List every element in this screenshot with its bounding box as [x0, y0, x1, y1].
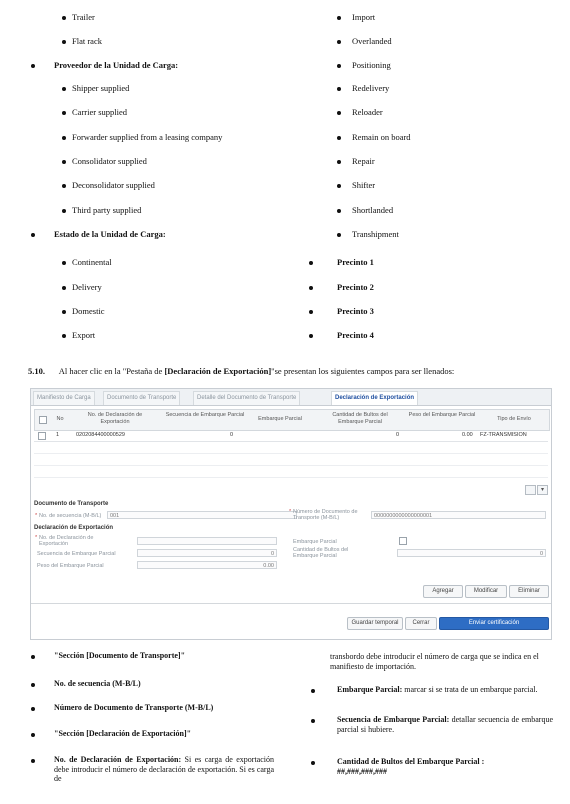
list-item: Domestic [72, 306, 105, 316]
cell-secuencia: 0 [230, 432, 234, 438]
field-description [54, 755, 274, 784]
bultos-label: Cantidad de Bultos del Embarque Parcial [293, 547, 349, 559]
bullet-dot [31, 733, 35, 737]
bullet-dot [62, 111, 66, 115]
grid-line [34, 453, 548, 454]
no-dec-input[interactable] [137, 537, 277, 545]
bullet-dot [311, 761, 315, 765]
secuencia-label: No. de secuencia (M-B/L) [39, 513, 102, 519]
row-checkbox[interactable] [38, 432, 46, 440]
field-format: ##,###,###,### [337, 766, 387, 776]
field-description-term: Número de Documento de Transporte (M-B/L) [54, 703, 214, 712]
section-text-before: Al hacer clic en la "Pestaña de [58, 366, 165, 376]
field-description-term: No. de Declaración de Exportación: [54, 755, 182, 764]
bullet-dot [62, 209, 66, 213]
bullet-dot [309, 334, 313, 338]
grid-settings-icon[interactable] [525, 485, 536, 495]
bullet-dot [62, 261, 66, 265]
col-bultos: Cantidad de Bultos del Embarque Parcial [332, 412, 388, 425]
tab-declaracion[interactable]: Declaración de Exportación [331, 391, 418, 405]
list-item: Estado de la Unidad de Carga: [54, 229, 166, 239]
cell-tipo: FZ-TRANSMISION [480, 432, 527, 438]
col-embarque: Embarque Parcial [258, 416, 302, 422]
list-item: Continental [72, 257, 112, 267]
peso-label: Peso del Embarque Parcial [37, 563, 104, 569]
section-number: 5.10. [28, 366, 45, 376]
modificar-button[interactable]: Modificar [465, 585, 507, 598]
secuencia-input[interactable]: 001 [107, 511, 297, 519]
field-description [54, 679, 274, 689]
bullet-dot [31, 655, 35, 659]
bullet-dot [31, 683, 35, 687]
list-item: Import [352, 12, 376, 22]
list-item: Repair [352, 156, 375, 166]
cell-declaracion: 0202084400000529 [76, 432, 125, 438]
field-description [54, 651, 274, 661]
transbordo-text: transbordo debe introducir el número de carga que se indica en el manifiesto de importación. [330, 652, 539, 671]
list-item: Consolidator supplied [72, 156, 147, 166]
table-row[interactable] [34, 430, 548, 442]
cell-peso: 0.00 [462, 432, 473, 438]
bullet-dot [31, 707, 35, 711]
secuencia-emb-label: Secuencia de Embarque Parcial [37, 551, 116, 557]
required-mark: * [289, 509, 292, 515]
list-item: Deconsolidator supplied [72, 180, 155, 190]
bullet-dot [337, 160, 341, 164]
tab-detalle[interactable]: Detalle del Documento de Transporte [193, 391, 300, 405]
col-no: No [56, 416, 64, 422]
section-text-bold: [Declaración de Exportación] [164, 366, 272, 376]
field-description-term: No. de secuencia (M-B/L) [54, 679, 141, 688]
bullet-dot [31, 759, 35, 763]
precinto-item: Precinto 4 [337, 330, 374, 340]
list-item: Overlanded [352, 36, 392, 46]
eliminar-button[interactable]: Eliminar [509, 585, 549, 598]
field-description-text: marcar si se trata de un embarque parcial. [402, 685, 538, 694]
col-peso: Peso del Embarque Parcial [408, 412, 476, 418]
numero-input[interactable]: 0000000000000000001 [371, 511, 546, 519]
secuencia-emb-input[interactable]: 0 [137, 549, 277, 557]
bullet-dot [31, 233, 35, 237]
bullet-dot [62, 286, 66, 290]
cell-bultos: 0 [396, 432, 400, 438]
precinto-item: Precinto 3 [337, 306, 374, 316]
list-item: Positioning [352, 60, 391, 70]
bullet-dot [62, 184, 66, 188]
list-item: Shipper supplied [72, 83, 130, 93]
select-all-checkbox[interactable] [39, 416, 47, 424]
field-description-term: "Sección [Documento de Transporte]" [54, 651, 186, 660]
list-item: Trailer [72, 12, 95, 22]
grid-line [34, 477, 548, 478]
field-description [337, 715, 553, 734]
cell-no: 1 [56, 432, 60, 438]
embarque-checkbox[interactable] [399, 537, 407, 545]
field-description [54, 703, 274, 713]
field-description-text: detallar secuencia de embarque parcial si hubiere. [337, 715, 553, 734]
bullet-dot [31, 64, 35, 68]
cerrar-button[interactable]: Cerrar [405, 617, 437, 630]
bullet-dot [62, 310, 66, 314]
embarque-label: Embarque Parcial [293, 539, 337, 545]
bullet-dot [337, 233, 341, 237]
col-secuencia: Secuencia de Embarque Parcial [165, 412, 245, 418]
tab-documento[interactable]: Documento de Transporte [103, 391, 180, 405]
precinto-item: Precinto 1 [337, 257, 374, 267]
bullet-dot [337, 209, 341, 213]
bullet-dot [337, 184, 341, 188]
divider [31, 603, 551, 604]
bullet-dot [311, 689, 315, 693]
list-item: Carrier supplied [72, 107, 127, 117]
agregar-button[interactable]: Agregar [423, 585, 463, 598]
field-description-text: Si es carga de exportación debe introducir el número de declaración de exportación. Si es carga de [54, 755, 274, 783]
bullet-dot [309, 286, 313, 290]
required-mark: * [35, 535, 38, 541]
bullet-dot [62, 40, 66, 44]
list-item: Export [72, 330, 96, 340]
dec-section-title: Declaración de Exportación [34, 525, 114, 531]
export-declaration-screenshot [30, 388, 552, 640]
list-item: Redelivery [352, 83, 390, 93]
list-item: Flat rack [72, 36, 102, 46]
list-item: Proveedor de la Unidad de Carga: [54, 60, 179, 70]
peso-input[interactable]: 0.00 [137, 561, 277, 569]
tab-manifiesto[interactable]: Manifiesto de Carga [33, 391, 95, 405]
tab-bar [31, 389, 551, 406]
section-text-after: "se presentan los siguientes campos para ser llenados: [271, 366, 455, 376]
field-description-term: "Sección [Declaración de Exportación]" [54, 729, 192, 738]
bullet-dot [311, 719, 315, 723]
field-description-term: Embarque Parcial: [337, 685, 403, 694]
bullet-dot [337, 16, 341, 20]
list-item: Shifter [352, 180, 376, 190]
list-item: Transhipment [352, 229, 399, 239]
chevron-down-icon[interactable]: ▾ [537, 485, 548, 495]
bullet-dot [62, 87, 66, 91]
bullet-dot [62, 136, 66, 140]
bullet-dot [337, 64, 341, 68]
col-tipo: Tipo de Envío [497, 416, 531, 422]
section-heading [28, 366, 454, 376]
field-description-term: Cantidad de Bultos del Embarque Parcial : [337, 757, 485, 766]
grid-header [34, 409, 550, 431]
bullet-dot [62, 334, 66, 338]
bullet-dot [337, 40, 341, 44]
bullet-dot [337, 87, 341, 91]
list-item: Remain on board [352, 132, 411, 142]
field-description-term: Secuencia de Embarque Parcial: [337, 715, 450, 724]
bultos-input[interactable]: 0 [397, 549, 546, 557]
enviar-certificacion-button[interactable]: Enviar certificación [439, 617, 549, 630]
bullet-dot [62, 16, 66, 20]
precinto-item: Precinto 2 [337, 282, 374, 292]
list-item: Delivery [72, 282, 102, 292]
bullet-dot [309, 261, 313, 265]
grid-line [34, 465, 548, 466]
required-mark: * [35, 513, 38, 519]
guardar-temporal-button[interactable]: Guardar temporal [347, 617, 403, 630]
bullet-dot [309, 310, 313, 314]
list-item: Third party supplied [72, 205, 142, 215]
no-dec-label: No. de Declaración de Exportación [39, 535, 94, 547]
doc-section-title: Documento de Transporte [34, 501, 109, 507]
list-item: Reloader [352, 107, 383, 117]
bullet-dot [62, 160, 66, 164]
bullet-dot [337, 136, 341, 140]
field-description [337, 757, 553, 776]
field-description [54, 729, 274, 739]
field-description [337, 685, 553, 695]
list-item: Shortlanded [352, 205, 394, 215]
col-declaracion: No. de Declaración de Exportación [87, 412, 143, 425]
bullet-dot [337, 111, 341, 115]
list-item: Forwarder supplied from a leasing company [72, 132, 223, 142]
numero-label: Número de Documento de Transporte (M-B/L) [293, 509, 358, 521]
